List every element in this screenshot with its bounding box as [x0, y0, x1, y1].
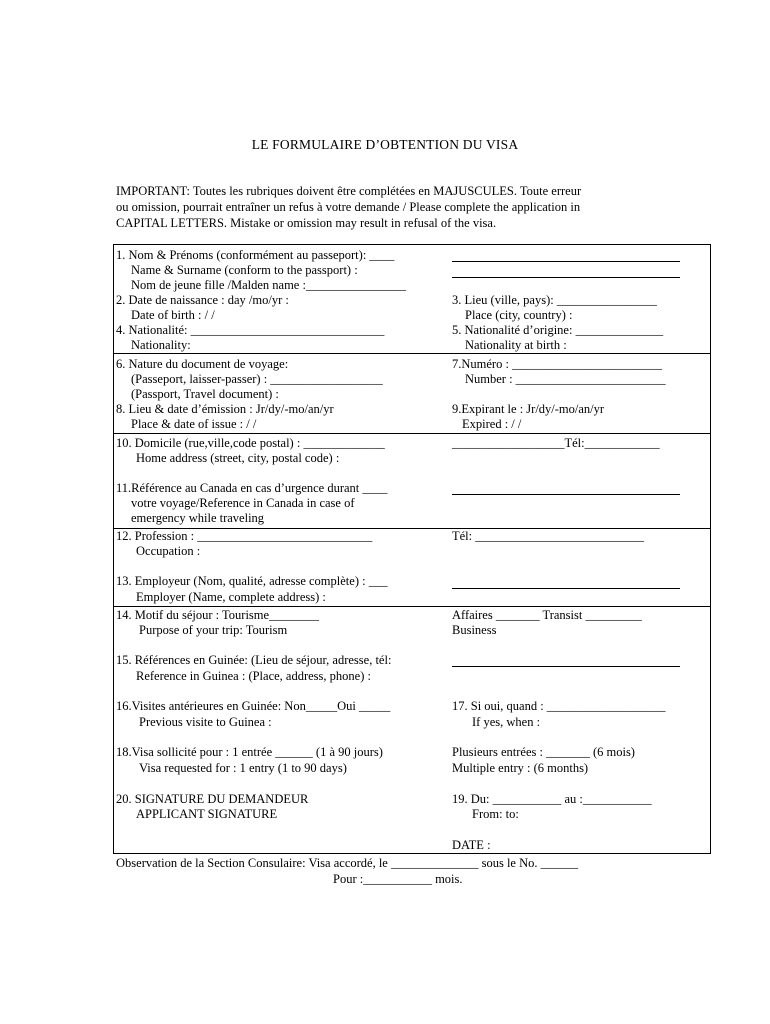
single-entry-field[interactable]: 18.Visa sollicité pour : 1 entrée ______ (1 à 90 jours): [116, 745, 383, 759]
row-divider: [113, 353, 711, 354]
consular-duration: Pour :___________ mois.: [333, 872, 463, 886]
travel-document-label-en: (Passport, Travel document) :: [131, 387, 279, 401]
expiry-label-en: Expired : / /: [462, 417, 522, 431]
name-field-label-en: Name & Surname (conform to the passport) :: [131, 263, 358, 277]
row-divider: [113, 433, 711, 434]
important-line: CAPITAL LETTERS. Mistake or omission may result in refusal of the visa.: [116, 216, 497, 230]
consular-observation: Observation de la Section Consulaire: Visa accordé, le ______________ sous le No. ______: [116, 856, 579, 870]
nationality-label-en: Nationality:: [131, 338, 191, 352]
employer-field[interactable]: 13. Employeur (Nom, qualité, adresse complète) : ___: [116, 574, 388, 588]
signature-date-field[interactable]: DATE :: [452, 838, 491, 852]
visit-when-label-en: If yes, when :: [472, 715, 541, 729]
home-phone-field[interactable]: __________________Tél:____________: [452, 436, 660, 450]
form-title: LE FORMULAIRE D’OBTENTION DU VISA: [251, 137, 519, 152]
birth-place-label-en: Place (city, country) :: [465, 308, 573, 322]
previous-visits-field[interactable]: 16.Visites antérieures en Guinée: Non_____Oui _____: [116, 699, 391, 713]
name-field-label: 1. Nom & Prénoms (conformément au passeport): ____: [116, 248, 395, 262]
visit-when-field[interactable]: 17. Si oui, quand : ___________________: [452, 699, 666, 713]
business-transit-field[interactable]: Affaires _______ Transist _________: [452, 608, 642, 622]
emergency-reference-label-en: votre voyage/Reference in Canada in case of: [131, 496, 355, 510]
home-address-field[interactable]: 10. Domicile (rue,ville,code postal) : _____________: [116, 436, 385, 450]
home-address-label-en: Home address (street, city, postal code) :: [136, 451, 340, 465]
employer-answer-line[interactable]: [452, 588, 680, 589]
name-answer-line[interactable]: [452, 261, 680, 262]
stay-period-label-en: From: to:: [472, 807, 519, 821]
work-phone-field[interactable]: Tél: ___________________________: [452, 529, 645, 543]
birth-place-field[interactable]: 3. Lieu (ville, pays): ________________: [452, 293, 657, 307]
business-label-en: Business: [452, 623, 497, 637]
nationality-origin-field[interactable]: 5. Nationalité d’origine: ______________: [452, 323, 664, 337]
important-line: IMPORTANT: Toutes les rubriques doivent être complétées en MAJUSCULES. Toute erreur: [116, 184, 582, 198]
nationality-field[interactable]: 4. Nationalité: _______________________________: [116, 323, 385, 337]
travel-document-label: 6. Nature du document de voyage:: [116, 357, 289, 371]
birth-date-label-en: Date of birth : / /: [131, 308, 215, 322]
applicant-signature-label-en: APPLICANT SIGNATURE: [136, 807, 278, 821]
multiple-entry-field[interactable]: Plusieurs entrées : _______ (6 mois): [452, 745, 635, 759]
previous-visits-label-en: Previous visite to Guinea :: [139, 715, 272, 729]
maiden-name-field[interactable]: Nom de jeune fille /Malden name :________________: [131, 278, 406, 292]
stay-period-field[interactable]: 19. Du: ___________ au :___________: [452, 792, 652, 806]
document-number-field[interactable]: 7.Numéro : ________________________: [452, 357, 663, 371]
guinea-reference-label: 15. Références en Guinée: (Lieu de séjour, adresse, tél:: [116, 653, 392, 667]
emergency-reference-label-en: emergency while traveling: [131, 511, 265, 525]
birth-date-field[interactable]: 2. Date de naissance : day /mo/yr :: [116, 293, 289, 307]
row-divider: [113, 606, 711, 607]
applicant-signature-label: 20. SIGNATURE DU DEMANDEUR: [116, 792, 309, 806]
trip-purpose-field[interactable]: 14. Motif du séjour : Tourisme________: [116, 608, 320, 622]
travel-document-field[interactable]: (Passeport, laisser-passer) : __________________: [131, 372, 383, 386]
important-notice: [116, 183, 656, 231]
employer-label-en: Employer (Name, complete address) :: [136, 590, 326, 604]
issue-field[interactable]: 8. Lieu & date d’émission : Jr/dy/-mo/an/yr: [116, 402, 334, 416]
single-entry-label-en: Visa requested for : 1 entry (1 to 90 days): [139, 761, 347, 775]
trip-purpose-label-en: Purpose of your trip: Tourism: [139, 623, 288, 637]
expiry-field[interactable]: 9.Expirant le : Jr/dy/-mo/an/yr: [452, 402, 605, 416]
multiple-entry-label-en: Multiple entry : (6 months): [452, 761, 589, 775]
profession-field[interactable]: 12. Profession : ____________________________: [116, 529, 373, 543]
occupation-label-en: Occupation :: [136, 544, 201, 558]
document-number-field-en[interactable]: Number : ________________________: [465, 372, 666, 386]
important-line: ou omission, pourrait entraîner un refus à votre demande / Please complete the application in: [116, 200, 581, 214]
issue-label-en: Place & date of issue : / /: [131, 417, 257, 431]
guinea-reference-answer-line[interactable]: [452, 666, 680, 667]
emergency-reference-field[interactable]: 11.Référence au Canada en cas d’urgence durant ____: [116, 481, 388, 495]
guinea-reference-label-en: Reference in Guinea : (Place, address, phone) :: [136, 669, 371, 683]
emergency-reference-answer-line[interactable]: [452, 494, 680, 495]
nationality-origin-label-en: Nationality at birth :: [465, 338, 567, 352]
name-answer-line[interactable]: [452, 277, 680, 278]
